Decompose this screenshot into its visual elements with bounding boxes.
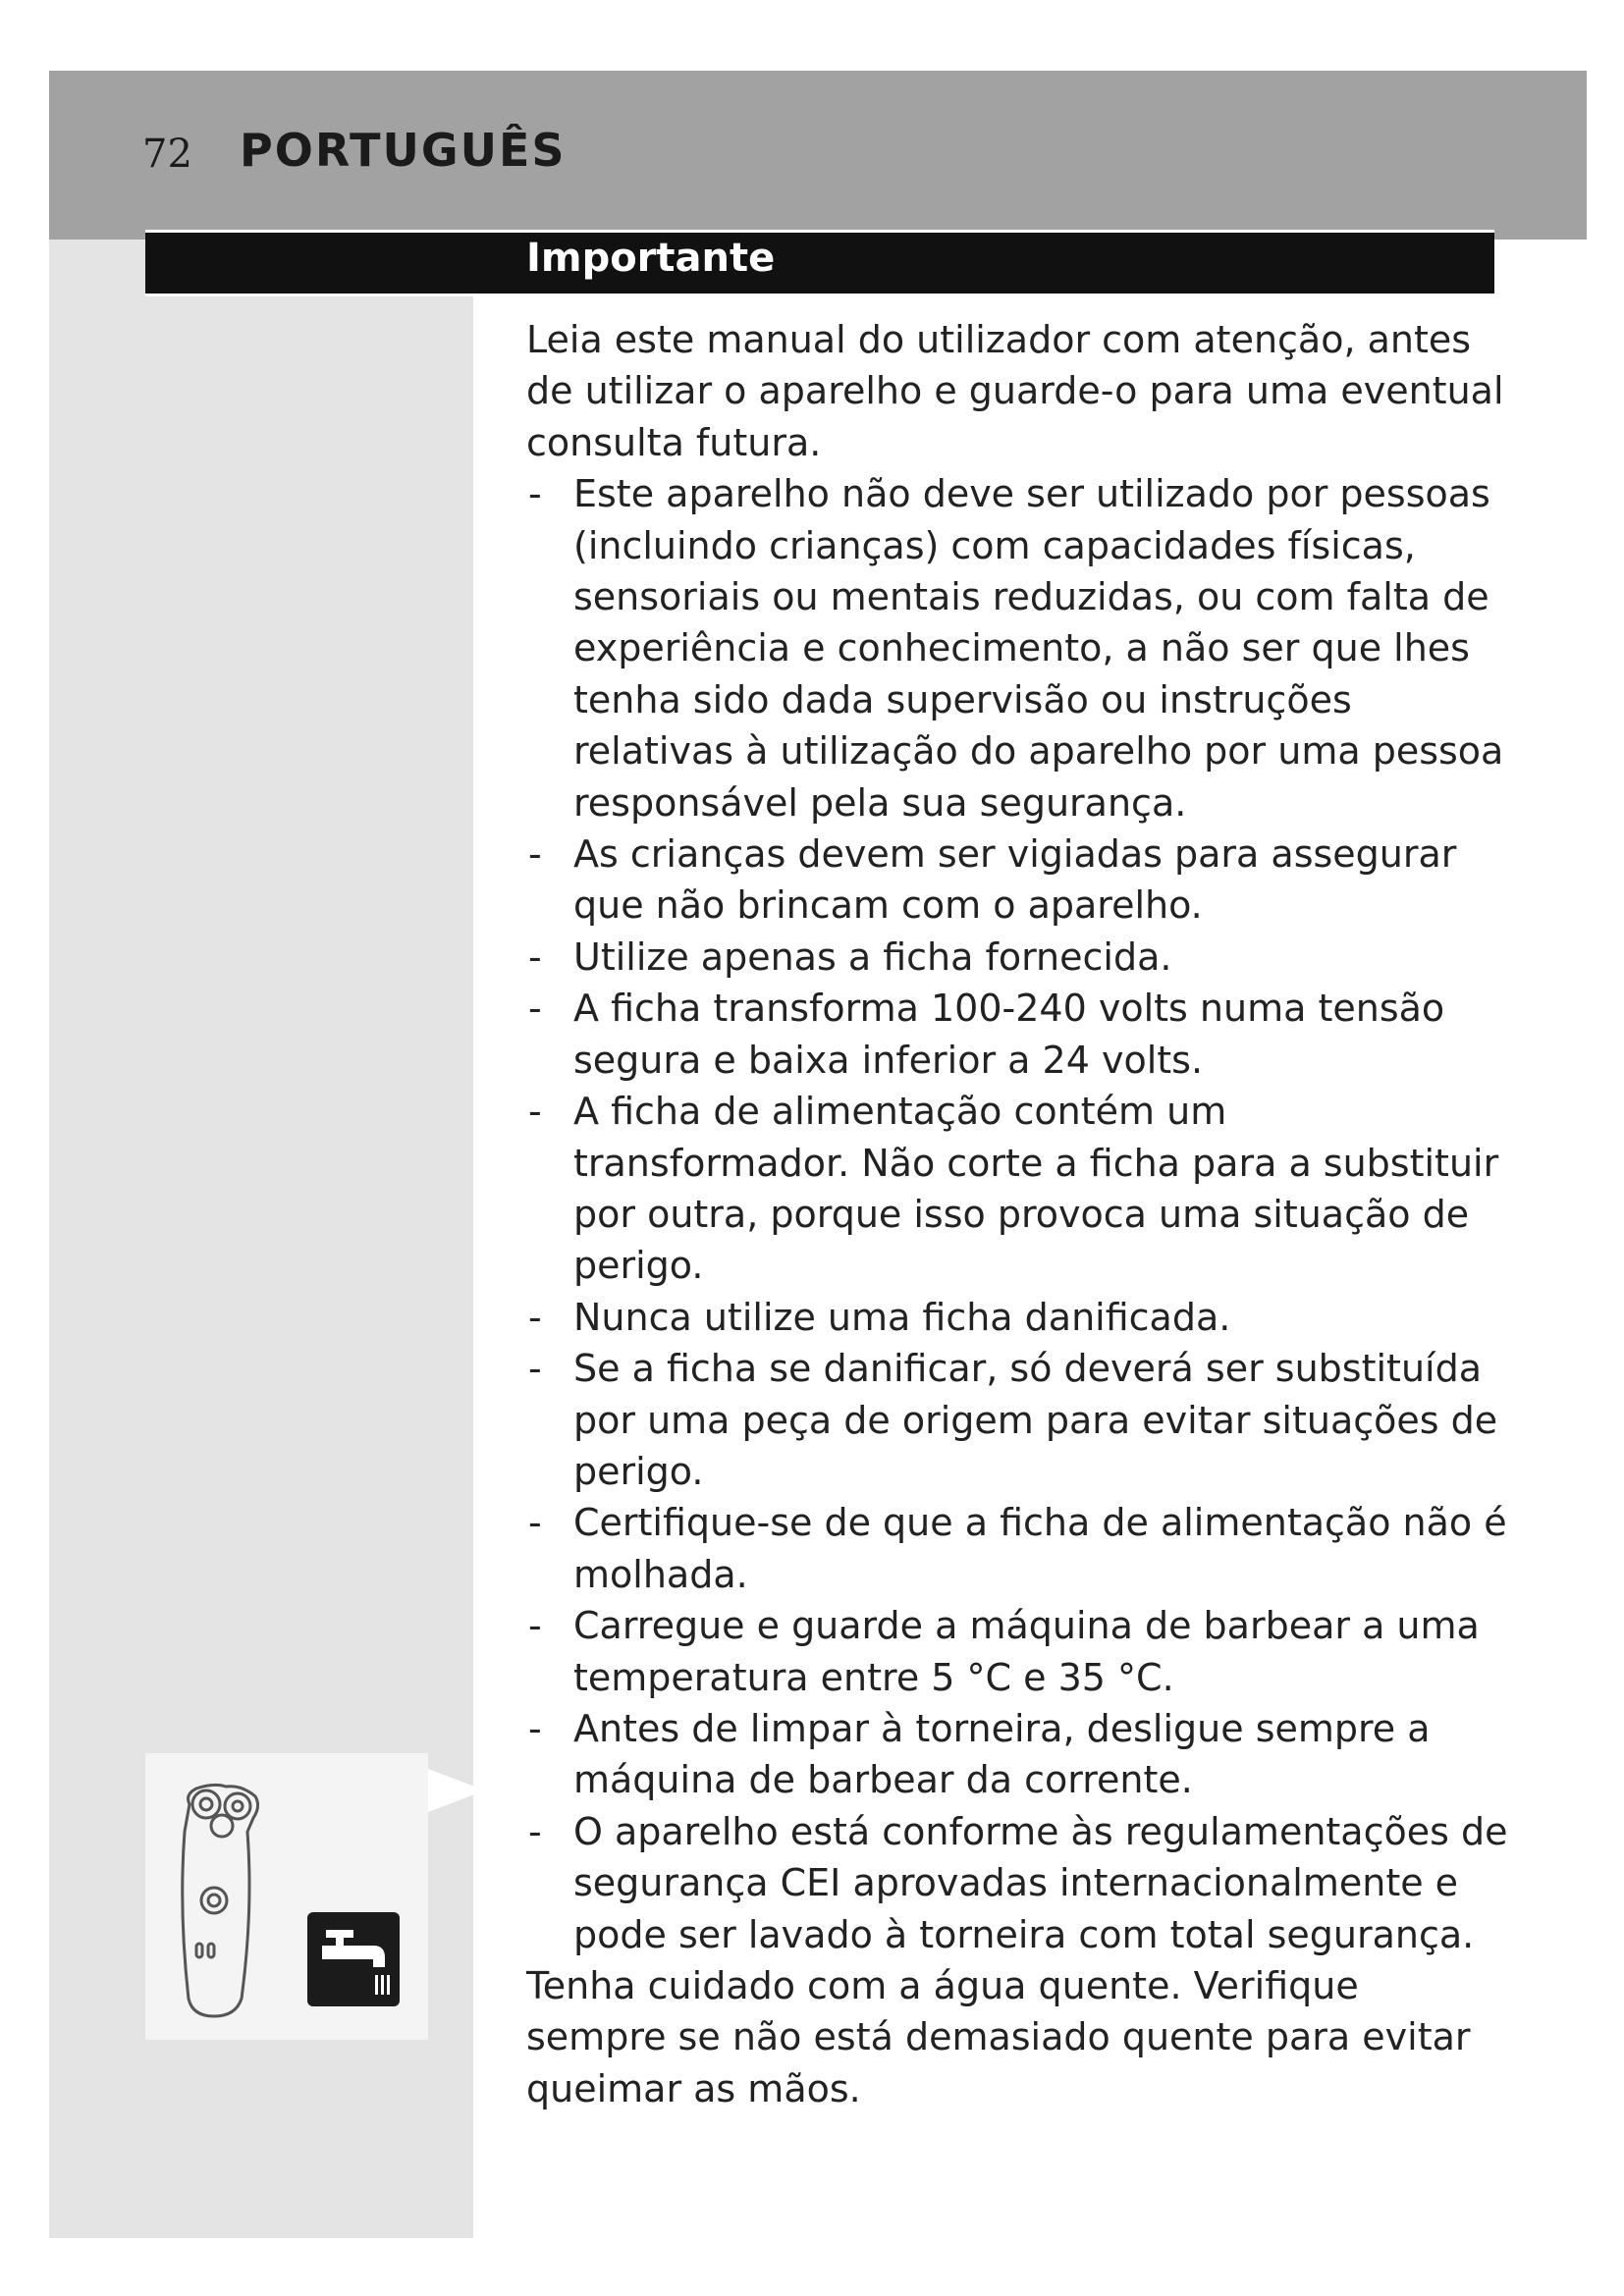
bullet-dash: - bbox=[528, 1706, 542, 1750]
list-item bbox=[526, 1343, 1508, 1497]
bullet-dash: - bbox=[528, 987, 542, 1031]
illustration-panel bbox=[145, 1753, 428, 2040]
list-item bbox=[526, 1292, 1508, 1343]
bullet-dash: - bbox=[528, 934, 542, 979]
list-item-text: Este aparelho não deve ser utilizado por pessoas (incluindo crianças) com capacidades físicas, sensoriais ou mentais reduzidas, ou com falta de experiência e conhecimento, a não ser que lhes tenha sido dada supervisão ou instruções relativas à utilização do aparelho por uma pessoa responsável pela sua segurança. bbox=[573, 472, 1504, 825]
closing-paragraph: Tenha cuidado com a água quente. Verifique sempre se não está demasiado quente para evitar queimar as mãos. bbox=[526, 1964, 1471, 2110]
bullet-dash: - bbox=[528, 1090, 542, 1134]
bullet-dash: - bbox=[528, 1501, 542, 1545]
bullet-dash: - bbox=[528, 472, 542, 516]
bullet-dash: - bbox=[528, 1604, 542, 1648]
list-item bbox=[526, 828, 1508, 932]
list-item bbox=[526, 1806, 1508, 1960]
intro-paragraph: Leia este manual do utilizador com atenção, antes de utilizar o aparelho e guarde-o para uma eventual consulta futura. bbox=[526, 318, 1504, 464]
list-item-text: Antes de limpar à torneira, desligue sempre a máquina de barbear da corrente. bbox=[573, 1706, 1431, 1802]
list-item-text: O aparelho está conforme às regulamentações de segurança CEI aprovadas internacionalmente e pode ser lavado à torneira com total segurança. bbox=[573, 1809, 1508, 1956]
bullet-dash: - bbox=[528, 1809, 542, 1853]
list-item bbox=[526, 1086, 1508, 1292]
safety-list bbox=[526, 468, 1508, 1960]
list-item-text: Certifique-se de que a ficha de alimentação não é molhada. bbox=[573, 1501, 1507, 1596]
section-title: Importante bbox=[526, 236, 776, 281]
list-item-text: A ficha transforma 100-240 volts numa tensão segura e baixa inferior a 24 volts. bbox=[573, 987, 1445, 1082]
bullet-dash: - bbox=[528, 832, 542, 877]
water-tap-icon bbox=[307, 1912, 400, 2006]
list-item bbox=[526, 1497, 1508, 1600]
list-item-text: A ficha de alimentação contém um transformador. Não corte a ficha para a substituir por outra, porque isso provoca uma situação de perigo. bbox=[573, 1090, 1499, 1288]
language-title: PORTUGUÊS bbox=[240, 124, 567, 177]
list-item-text: Nunca utilize uma ficha danificada. bbox=[573, 1295, 1231, 1339]
illustration-pointer bbox=[428, 1769, 485, 1812]
list-item-text: Utilize apenas a ficha fornecida. bbox=[573, 934, 1172, 979]
page-number: 72 bbox=[142, 132, 192, 177]
list-item-text: As crianças devem ser vigiadas para assegurar que não brincam com o aparelho. bbox=[573, 832, 1457, 928]
section-heading-bar bbox=[145, 230, 1494, 296]
bullet-dash: - bbox=[528, 1347, 542, 1391]
section-content bbox=[526, 314, 1508, 2114]
list-item bbox=[526, 932, 1508, 983]
list-item-text: Carregue e guarde a máquina de barbear a uma temperatura entre 5 °C e 35 °C. bbox=[573, 1604, 1480, 1699]
list-item-text: Se a ficha se danificar, só deverá ser substituída por uma peça de origem para evitar situações de perigo. bbox=[573, 1347, 1498, 1493]
shaver-icon bbox=[183, 1785, 258, 2016]
list-item bbox=[526, 1600, 1508, 1703]
list-item bbox=[526, 983, 1508, 1086]
list-item bbox=[526, 468, 1508, 828]
list-item bbox=[526, 1703, 1508, 1806]
bullet-dash: - bbox=[528, 1295, 542, 1339]
